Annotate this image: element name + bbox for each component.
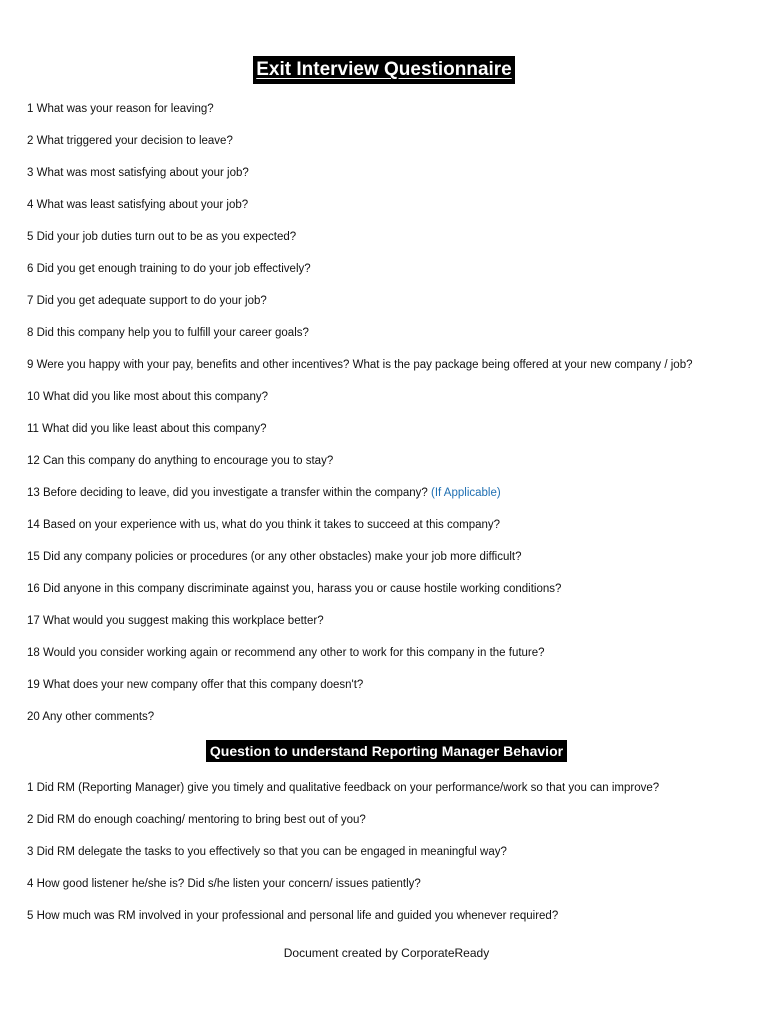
question-text: 5 How much was RM involved in your professional and personal life and guided you whenever required?	[27, 910, 559, 922]
rm-question-item	[27, 907, 757, 939]
question-item	[27, 388, 757, 420]
document-footer: Document created by CorporateReady	[283, 946, 490, 960]
question-text: 3 What was most satisfying about your job?	[27, 167, 249, 179]
question-text: 16 Did anyone in this company discriminate against you, harass you or cause hostile working conditions?	[27, 583, 562, 595]
question-item	[27, 228, 757, 260]
question-item	[27, 132, 757, 164]
question-item	[27, 644, 757, 676]
rm-question-item	[27, 843, 757, 875]
question-text: 17 What would you suggest making this workplace better?	[27, 615, 324, 627]
question-item	[27, 612, 757, 644]
rm-section-heading: Question to understand Reporting Manager Behavior	[206, 740, 567, 762]
question-text: 8 Did this company help you to fulfill your career goals?	[27, 327, 309, 339]
exit-question-list	[27, 100, 757, 740]
question-text: 20 Any other comments?	[27, 711, 155, 723]
if-applicable-note: (If Applicable)	[431, 487, 501, 499]
question-text: 9 Were you happy with your pay, benefits and other incentives? What is the pay package being offered at your new company / job?	[27, 359, 693, 371]
question-item	[27, 324, 757, 356]
rm-section-wrapper	[0, 740, 768, 762]
question-item	[27, 100, 757, 132]
question-item	[27, 356, 757, 388]
rm-question-item	[27, 875, 757, 907]
question-text: 2 What triggered your decision to leave?	[27, 135, 233, 147]
question-item	[27, 484, 757, 516]
question-text: 12 Can this company do anything to encourage you to stay?	[27, 455, 334, 467]
question-text: 10 What did you like most about this company?	[27, 391, 268, 403]
question-item	[27, 708, 757, 740]
question-item	[27, 164, 757, 196]
title-wrapper	[0, 56, 768, 84]
question-text: 14 Based on your experience with us, what do you think it takes to succeed at this company?	[27, 519, 501, 531]
question-item	[27, 452, 757, 484]
question-text: 19 What does your new company offer that this company doesn't?	[27, 679, 364, 691]
question-text: 2 Did RM do enough coaching/ mentoring to bring best out of you?	[27, 814, 366, 826]
rm-question-item	[27, 779, 757, 811]
question-item	[27, 548, 757, 580]
question-item	[27, 260, 757, 292]
question-text: 1 What was your reason for leaving?	[27, 103, 214, 115]
question-item	[27, 516, 757, 548]
question-item	[27, 580, 757, 612]
question-item	[27, 292, 757, 324]
rm-question-item	[27, 811, 757, 843]
document-title: Exit Interview Questionnaire	[253, 56, 515, 84]
question-text: 13 Before deciding to leave, did you investigate a transfer within the company?	[27, 487, 428, 499]
question-text: 11 What did you like least about this company?	[27, 423, 267, 435]
question-text: 18 Would you consider working again or recommend any other to work for this company in the future?	[27, 647, 545, 659]
question-text: 15 Did any company policies or procedures (or any other obstacles) make your job more difficult?	[27, 551, 522, 563]
question-text: 5 Did your job duties turn out to be as you expected?	[27, 231, 297, 243]
question-text: 6 Did you get enough training to do your job effectively?	[27, 263, 311, 275]
question-text: 4 How good listener he/she is? Did s/he listen your concern/ issues patiently?	[27, 878, 421, 890]
question-text: 7 Did you get adequate support to do your job?	[27, 295, 267, 307]
question-text: 3 Did RM delegate the tasks to you effectively so that you can be engaged in meaningful way?	[27, 846, 507, 858]
question-text: 4 What was least satisfying about your job?	[27, 199, 249, 211]
question-item	[27, 196, 757, 228]
question-item	[27, 420, 757, 452]
question-item	[27, 676, 757, 708]
rm-question-list	[27, 779, 757, 939]
question-text: 1 Did RM (Reporting Manager) give you timely and qualitative feedback on your performance/work so that you can improve?	[27, 782, 660, 794]
